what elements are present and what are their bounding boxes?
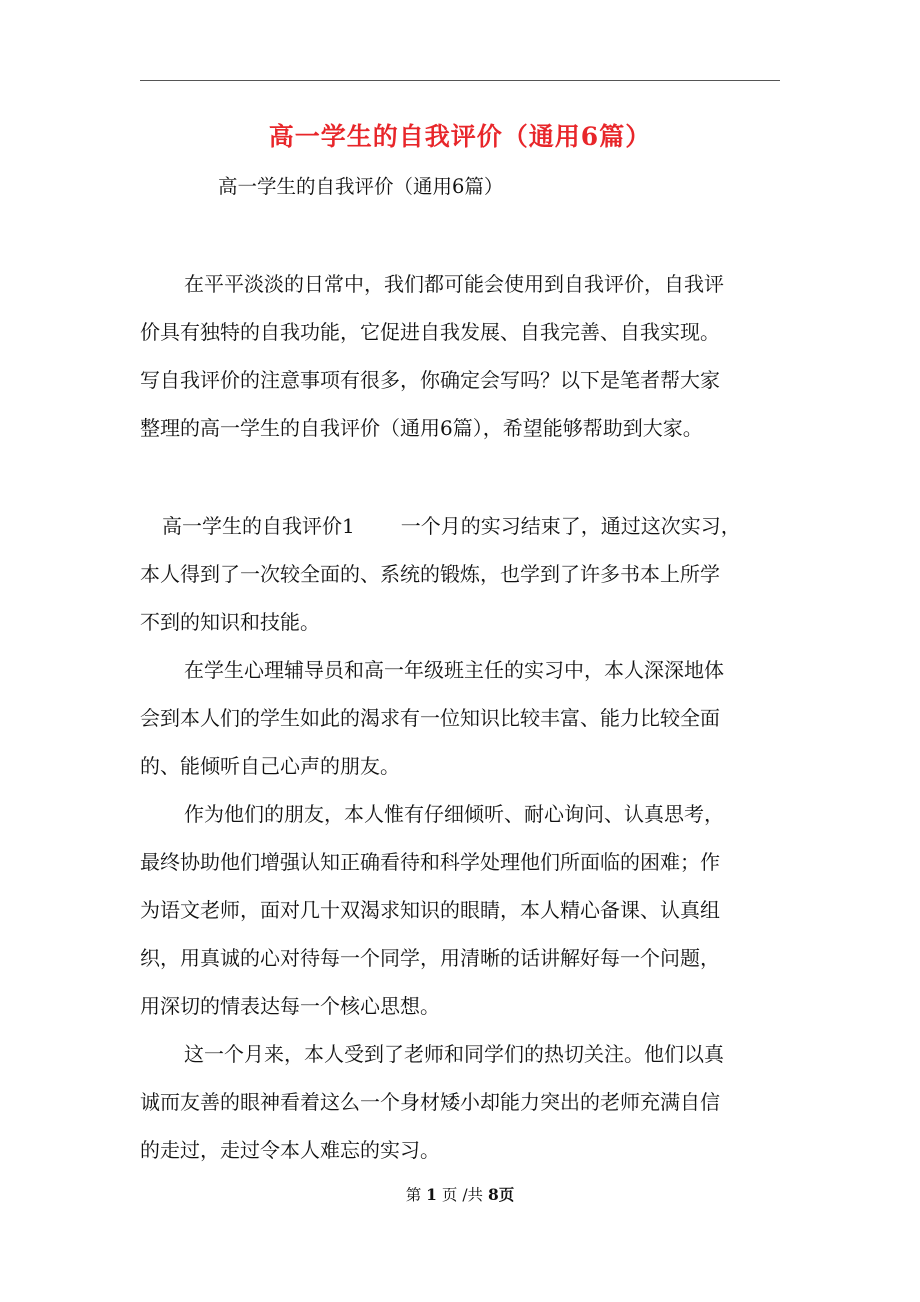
document-subtitle: 高一学生的自我评价（通用6篇） (218, 175, 504, 198)
footer-page-number: 1 (426, 1185, 437, 1204)
text-line: 在平平淡淡的日常中，我们都可能会使用到自我评价，自我评 (184, 272, 724, 296)
text-line: 本人得到了一次较全面的、系统的锻炼，也学到了许多书本上所学 (140, 562, 720, 586)
text-line (140, 502, 780, 550)
section1-first-line: 一个月的实习结束了，通过这次实习， (400, 514, 741, 538)
text-line: 用深切的情表达每一个核心思想。 (140, 994, 440, 1018)
page-footer (0, 1183, 920, 1207)
footer-mid: 页 /共 (441, 1186, 484, 1204)
text-line: 的走过，走过令本人难忘的实习。 (140, 1138, 440, 1162)
text-line: 为语文老师，面对几十双渴求知识的眼睛，本人精心备课、认真组 (140, 898, 720, 922)
paragraph-2 (140, 646, 780, 790)
paragraph-3 (140, 790, 780, 1030)
intro-paragraph (140, 260, 780, 452)
text-line: 最终协助他们增强认知正确看待和科学处理他们所面临的困难；作 (140, 850, 720, 874)
text-line: 作为他们的朋友，本人惟有仔细倾听、耐心询问、认真思考， (184, 802, 724, 826)
section1-paragraph (140, 502, 780, 646)
text-line: 在学生心理辅导员和高一年级班主任的实习中，本人深深地体 (184, 658, 724, 682)
footer-prefix: 第 (405, 1186, 422, 1204)
text-line: 这一个月来，本人受到了老师和同学们的热切关注。他们以真 (184, 1042, 724, 1066)
text-line: 会到本人们的学生如此的渴求有一位知识比较丰富、能力比较全面 (140, 706, 720, 730)
header-rule (140, 80, 780, 81)
text-line: 价具有独特的自我功能，它促进自我发展、自我完善、自我实现。 (140, 320, 720, 344)
text-line: 诚而友善的眼神看着这么一个身材矮小却能力突出的老师充满自信 (140, 1090, 720, 1114)
text-line: 整理的高一学生的自我评价（通用6篇），希望能够帮助到大家。 (140, 416, 703, 440)
text-line: 写自我评价的注意事项有很多，你确定会写吗？以下是笔者帮大家 (140, 368, 720, 392)
text-line: 不到的知识和技能。 (140, 610, 320, 634)
document-title: 高一学生的自我评价（通用6篇） (268, 122, 652, 151)
section1-heading: 高一学生的自我评价1 (162, 514, 355, 538)
text-line: 织，用真诚的心对待每一个同学，用清晰的话讲解好每一个问题， (140, 946, 720, 970)
text-line: 的、能倾听自己心声的朋友。 (140, 754, 400, 778)
paragraph-4 (140, 1030, 780, 1174)
footer-total-pages: 8页 (487, 1185, 515, 1204)
